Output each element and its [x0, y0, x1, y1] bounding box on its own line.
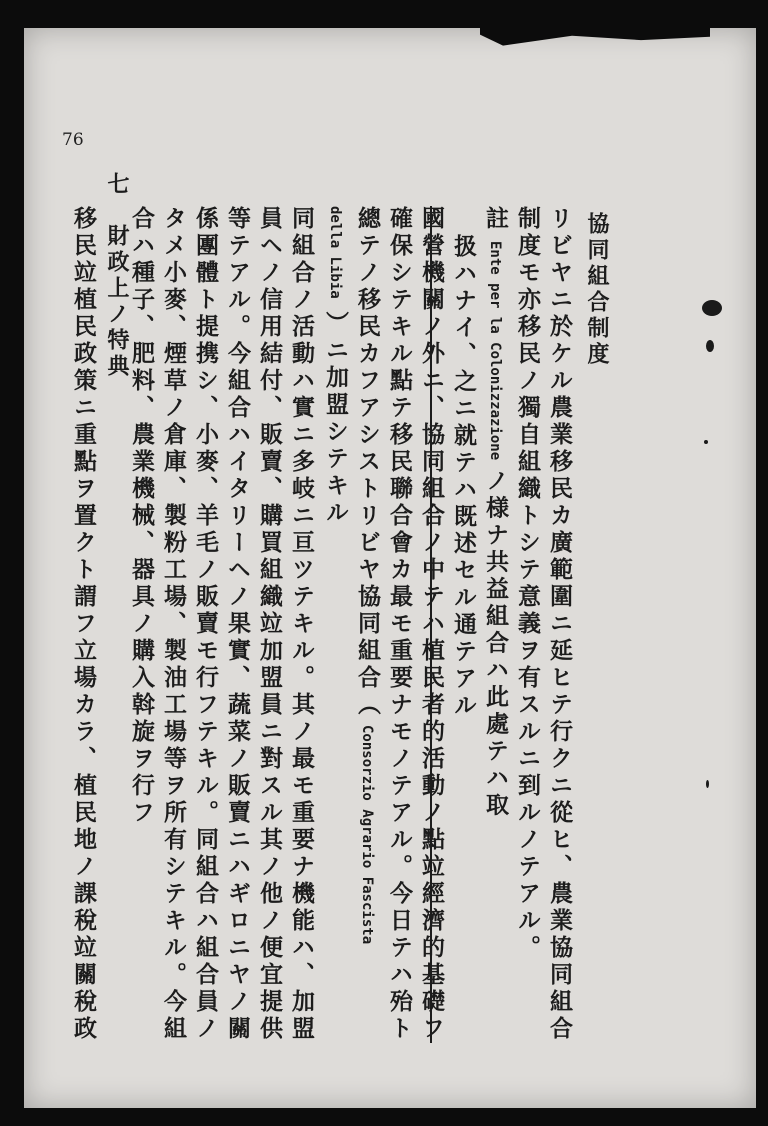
text-column-note: 註Ente per la Colonizzazioneノ様ナ共益組合ハ此處テハ取 — [482, 206, 509, 820]
text-column-1: リビヤニ於ケル農業移民カ廣範圍ニ延ヒテ行クニ從ヒ、農業協同組合 — [546, 206, 573, 1043]
page-number: 76 — [62, 130, 84, 150]
text-column-10: 員ヘノ信用結付、販賣、購買組織竝加盟員ニ對スル其ノ他ノ便宜提供 — [256, 206, 283, 1043]
text-column-7: 總テノ移民カフアシストリビヤ協同組合（Consorzio Agrario Fascista — [354, 206, 381, 945]
section-heading-finance: 七 財政上ノ特典 — [104, 172, 130, 380]
text-column-9: 同組合ノ活動ハ實ニ多岐ニ亘ツテキル。其ノ最モ重要ナ機能ハ、加盟 — [288, 206, 315, 1043]
text-column-6: 確保シテキル點テ移民聯合會カ最モ重要ナモノテアル。今日テハ殆ト — [386, 206, 413, 1043]
ink-spot — [704, 440, 708, 444]
text-column-16: 移民竝植民政策ニ重點ヲ置クト謂フ立場カラ、植民地ノ課稅竝關稅政 — [70, 206, 97, 1043]
section-heading-cooperative: 協同組合制度 — [584, 212, 610, 368]
ink-spot — [706, 340, 714, 352]
ink-spot — [702, 300, 722, 316]
text-column-14: 合ハ種子、肥料、農業機械、器具ノ購入斡旋ヲ行フ — [128, 206, 155, 827]
ink-spot — [706, 780, 709, 788]
text-column-12: 係團體ト提携シ、小麥、羊毛ノ販賣モ行フテキル。同組合ハ組合員ノ — [192, 206, 219, 1043]
text-column-5: 國營機關ノ外ニ、協同組合ノ中テハ植民者的活動ノ點竝經濟的基礎フ — [418, 206, 445, 1043]
text-column-2: 制度モ亦移民ノ獨自組織トシテ意義ヲ有スルニ到ルノテアル。 — [514, 206, 541, 962]
text-column-4: 扱ハナイ、之ニ就テハ既述セル通テアル — [450, 234, 477, 720]
text-column-8: della Libia）ニ加盟シテキル — [322, 206, 349, 527]
text-column-13: タメ小麥、煙草ノ倉庫、製粉工場、製油工場等ヲ所有シテキル。今組 — [160, 206, 187, 1043]
text-column-11: 等テアル。今組合ハイタリーヘノ果實、蔬菜ノ販賣ニハギロニヤノ關 — [224, 206, 251, 1043]
